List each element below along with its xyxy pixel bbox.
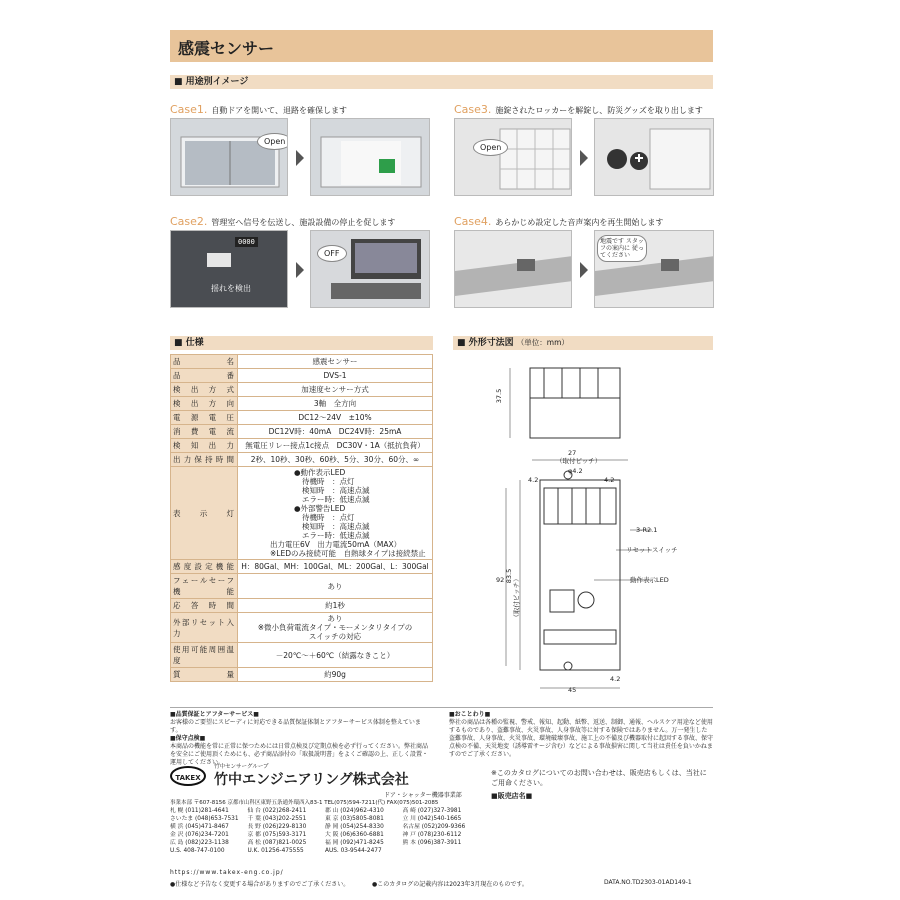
spec-key: 使用可能周囲温度: [171, 643, 238, 668]
dim-4-2c: 4.2: [610, 675, 621, 683]
case4-caption: [454, 210, 724, 229]
dealer-note: ※このカタログについてのお問い合わせは、販売店もしくは、当社にご用命ください。: [491, 769, 707, 787]
caution-heading: ■保守点検■: [170, 735, 206, 742]
branch-entry: 札 幌 (011)281-4641: [170, 808, 229, 814]
spec-line: あり: [327, 614, 343, 623]
case1-photo-after: [310, 118, 430, 196]
branch-entry: さいたま (048)653-7531: [170, 816, 239, 822]
dim-92: 92: [496, 576, 505, 584]
dim-27: 27: [568, 449, 577, 457]
spec-key: 検出方式: [171, 383, 238, 397]
company-name: 竹中エンジニアリング株式会社: [214, 772, 409, 788]
case4-photo-after: [594, 230, 714, 308]
dim-r: 3-R2.1: [636, 526, 658, 534]
company-logo: TAKEX: [170, 766, 206, 786]
spec-value: あり: [238, 574, 433, 599]
branch-entry: 立 川 (042)540-1665: [402, 816, 462, 822]
branch-entry: 名古屋 (052)209-9366: [402, 824, 466, 830]
case1-caption: [170, 98, 440, 117]
page-title: 感震センサー: [178, 39, 275, 58]
spec-key: 電源電圧: [171, 411, 238, 425]
panel-box: [207, 253, 231, 267]
footer-left: ●仕様など予告なく変更する場合がありますのでご了承ください。: [170, 881, 350, 888]
control-room-illustration: [311, 231, 430, 308]
branch-entry: 郡 山 (024)962-4310: [325, 808, 384, 814]
spec-line: 検知時 ：高速点滅: [302, 486, 370, 495]
branch-entry: U.S. 408-747-0100: [170, 848, 225, 854]
branch-entry: 福 岡 (092)471-8245: [325, 840, 384, 846]
spec-line: ※LEDのみ接続可能 自熱球タイプは接続禁止: [270, 549, 426, 558]
case2-caption: [170, 210, 440, 229]
branch-entry: 大 阪 (06)6360-6881: [325, 832, 384, 838]
arrow-icon: [580, 150, 588, 166]
spec-heading: ■ 仕様: [170, 336, 433, 350]
dim-pitch-v: （取付ピッチ）: [512, 575, 521, 621]
spec-line: エラー時：低速点滅: [302, 531, 370, 540]
company-url[interactable]: https://www.takex-eng.co.jp/: [170, 869, 284, 876]
spec-row: [171, 439, 433, 453]
branch-entry: 千 葉 (043)202-2551: [247, 816, 307, 822]
dim-reset: リセットスイッチ: [626, 546, 678, 554]
spec-value: DC12V時：40mA DC24V時：25mA: [238, 425, 433, 439]
branch-entry: AUS. 03-9544-2477: [325, 848, 382, 854]
spec-line: エラー時：低速点滅: [302, 495, 370, 504]
footer-mid: ●このカタログの記載内容は2023年3月現在のものです。: [372, 881, 528, 888]
branch-entry: 京 都 (075)593-3171: [247, 832, 307, 838]
company-hq: 事業本部 〒607-8156 京都市山科区東野五条通外環西入83-1 TEL(075)594-7211(代) FAX(075)501-2085: [170, 800, 439, 806]
spec-table: [170, 354, 433, 682]
footer-right: DATA.NO.TD2303-01AD149-1: [604, 879, 692, 886]
spec-key: フェールセーフ機能: [171, 574, 238, 599]
arrow-icon: [296, 150, 304, 166]
spec-row: [171, 560, 433, 574]
spec-key: 表示灯: [171, 467, 238, 560]
counter-display: 0000: [235, 237, 258, 247]
dimension-unit: （単位：mm）: [516, 338, 569, 347]
spec-row: [171, 425, 433, 439]
case4-photo-before: [454, 230, 572, 308]
branch-entry: 静 岡 (054)254-8330: [325, 824, 384, 830]
branch-entry: 横 浜 (045)471-8467: [170, 824, 229, 830]
case3-bubble: Open: [473, 139, 508, 156]
quality-block: [170, 711, 432, 767]
spec-value: [238, 613, 433, 643]
spec-row: [171, 574, 433, 599]
spec-row: [171, 668, 433, 682]
case3-photo-before: [454, 118, 572, 196]
caution-text: 本商品の機能を常に正常に保つためには日常点検及び定期点検を必ず行ってください。弊社商品を安全にご使用頂くためにも、必ず商品添付の「取扱説明書」をよくご確認の上、正しく設置・運用してください。: [170, 743, 429, 766]
spec-key: 外部リセット入力: [171, 613, 238, 643]
dim-37-5: 37.5: [495, 388, 504, 404]
open-door-illustration: [311, 119, 430, 196]
spec-line: 待機時 ：点灯: [302, 513, 355, 522]
arrow-icon: [580, 262, 588, 278]
dim-45: 45: [568, 686, 577, 694]
spec-key: 消費電流: [171, 425, 238, 439]
spec-row: [171, 411, 433, 425]
dim-83-5: 83.5: [505, 568, 514, 584]
case2-label: Case2.: [170, 215, 208, 228]
spec-row: [171, 383, 433, 397]
spec-value: 加速度センサー方式: [238, 383, 433, 397]
case2-panel-text: 揺れを検出: [211, 284, 251, 293]
spec-line: スイッチの対応: [308, 632, 362, 641]
spec-line: ●動作表示LED: [294, 468, 346, 477]
arrow-icon: [296, 262, 304, 278]
company-group: 竹中センサーグループ: [214, 764, 269, 770]
emergency-kit-illustration: [595, 119, 714, 196]
branch-entry: 高 松 (087)821-0025: [247, 840, 307, 846]
spec-key: 質量: [171, 668, 238, 682]
spec-line: 出力電圧6V 出力電流50mA（MAX）: [270, 540, 402, 549]
case2-photo-before: [170, 230, 288, 308]
case1-bubble: Open: [257, 133, 288, 150]
spec-row: [171, 355, 433, 369]
branch-entry: [403, 847, 481, 855]
case3-label: Case3.: [454, 103, 492, 116]
page-title-bar: [170, 30, 713, 62]
spec-key: 検出方向: [171, 397, 238, 411]
speaker-illustration: [455, 231, 572, 308]
case4-bubble: 地震です スタッフの案内に 従ってください: [597, 235, 647, 262]
spec-key: 出力保持時間: [171, 453, 238, 467]
dimension-drawing: [440, 350, 710, 700]
spec-value: 3軸 全方向: [238, 397, 433, 411]
case1-text: 自動ドアを開いて、退路を確保します: [211, 106, 348, 115]
spec-value: [238, 467, 433, 560]
branch-entry: 高 崎 (027)327-3981: [402, 808, 462, 814]
dimension-heading: [453, 336, 713, 350]
company-division: ドア・シャッター機器事業部: [384, 792, 462, 799]
spec-key: 応答時間: [171, 599, 238, 613]
notice-heading: ■おことわり■: [449, 711, 491, 718]
dim-pitch: （取付ピッチ）: [556, 457, 602, 465]
spec-line: 検知時 ：高速点滅: [302, 522, 370, 531]
spec-value: 約1秒: [238, 599, 433, 613]
case2-text: 管理室へ信号を伝送し、施設設備の停止を促します: [211, 218, 396, 227]
spec-row: [171, 643, 433, 668]
dealer-heading: ■販売店名■: [491, 792, 533, 800]
notice-text: 弊社の商品は各種の監視、警戒、報知、起動、紙幣、返送、制御、通報、ヘルスケア用途など使用するものであり、盗難事故、火災事故、人身事故等に対する保険ではありません。万一発生した盗難事故、人身事故、火災事故、環境破壊事故、施工上の不備及び機器取付に起因する事故、保守点検の不備、天災地変（誘導雷サージ含む）などによる事故損害に関して当社は責任を負いかねますのでご了承ください。: [449, 719, 714, 758]
dimension-heading-text: ■ 外形寸法図: [457, 338, 514, 348]
spec-row: [171, 453, 433, 467]
case3-caption: [454, 98, 724, 117]
spec-key: 品名: [171, 355, 238, 369]
spec-row: [171, 599, 433, 613]
spec-value: 無電圧リレー接点1c接点 DC30V・1A（抵抗負荷）: [238, 439, 433, 453]
notice-block: [449, 711, 713, 759]
case1-photo-before: [170, 118, 288, 196]
case3-photo-after: [594, 118, 714, 196]
spec-value: DC12～24V ±10%: [238, 411, 433, 425]
locker-illustration: [455, 119, 572, 196]
spec-line: 待機時 ：点灯: [302, 477, 355, 486]
quality-text: お客様のご要望にスピーディに対応できる品質保証体制とアフターサービス体制を整えています。: [170, 719, 421, 734]
spec-value: 2秒、10秒、30秒、60秒、5分、30分、60分、∞: [238, 453, 433, 467]
divider: [170, 707, 713, 708]
spec-row: [171, 397, 433, 411]
branch-entry: 広 島 (082)223-1138: [170, 840, 229, 846]
spec-value: 感震センサー: [238, 355, 433, 369]
branch-entry: 東 京 (03)5805-8081: [325, 816, 384, 822]
dim-phi: φ4.2: [568, 467, 583, 475]
spec-row: [171, 467, 433, 560]
usage-heading: ■ 用途別イメージ: [170, 75, 713, 89]
dim-4-2a: 4.2: [528, 476, 539, 484]
dim-4-2b: 4.2: [604, 476, 615, 484]
spec-value: DVS-1: [238, 369, 433, 383]
branch-entry: 熊 本 (096)387-3911: [402, 840, 462, 846]
dim-led: 動作表示LED: [630, 576, 669, 584]
branch-entry: 神 戸 (078)230-6112: [402, 832, 462, 838]
spec-value: 約90g: [238, 668, 433, 682]
branch-list: [170, 807, 480, 855]
case4-label: Case4.: [454, 215, 492, 228]
case2-bubble: OFF: [317, 245, 347, 262]
spec-key: 品番: [171, 369, 238, 383]
spec-row: [171, 369, 433, 383]
spec-key: 検知出力: [171, 439, 238, 453]
spec-line: ※微小負荷電流タイプ・モーメンタリタイプの: [257, 623, 413, 632]
case1-label: Case1.: [170, 103, 208, 116]
spec-value: H：80Gal、MH：100Gal、ML：200Gal、L：300Gal: [238, 560, 433, 574]
spec-key: 感度設定機能: [171, 560, 238, 574]
branch-entry: 長 野 (026)229-8130: [247, 824, 307, 830]
case4-text: あらかじめ設定した音声案内を再生開始します: [495, 218, 664, 227]
branch-entry: 仙 台 (022)268-2411: [247, 808, 307, 814]
branch-entry: U.K. 01256-475555: [247, 848, 304, 854]
case2-photo-after: [310, 230, 430, 308]
spec-value: －20℃～＋60℃（結露なきこと）: [238, 643, 433, 668]
spec-line: ●外部警告LED: [294, 504, 346, 513]
automatic-door-illustration: [171, 119, 288, 196]
spec-row: [171, 613, 433, 643]
case3-text: 施錠されたロッカーを解錠し、防災グッズを取り出します: [495, 106, 703, 115]
branch-entry: 金 沢 (076)234-7201: [170, 832, 229, 838]
quality-heading: ■品質保証とアフターサービス■: [170, 711, 259, 718]
